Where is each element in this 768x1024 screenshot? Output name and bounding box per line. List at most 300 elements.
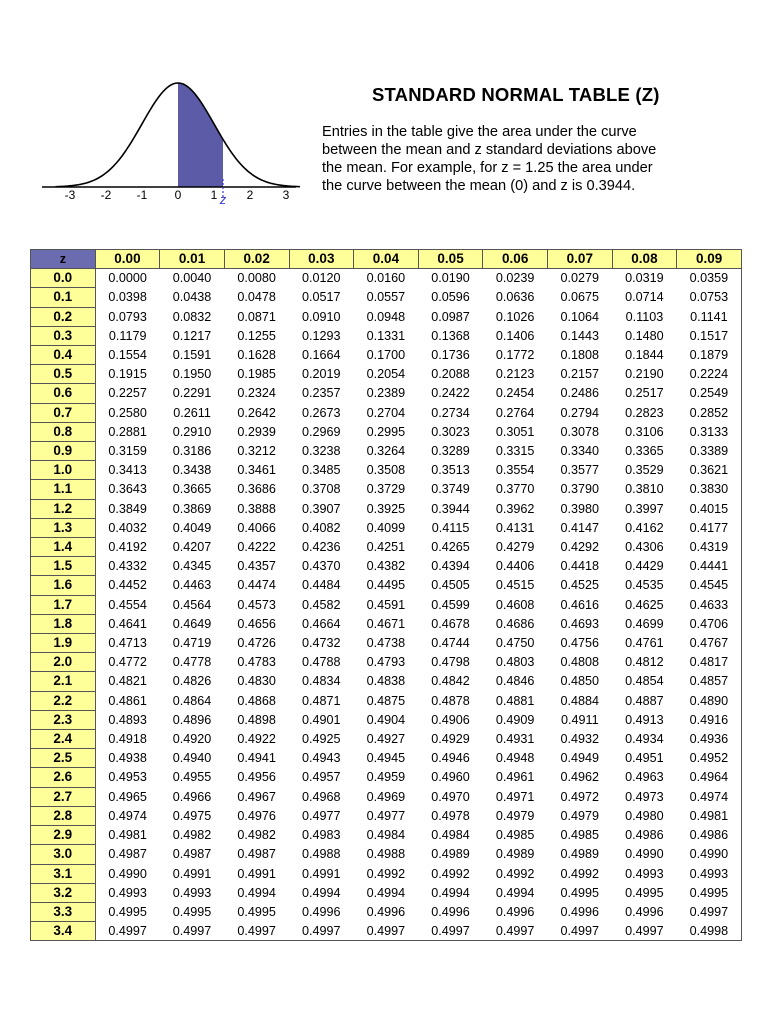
table-cell: 0.4986 (625, 828, 664, 843)
table-cell: 0.4978 (431, 808, 470, 823)
table-cell: 0.3133 (677, 422, 742, 441)
table-cell: 0.4995 (625, 885, 664, 900)
column-header: 0.01 (160, 250, 225, 269)
table-cell: 0.4997 (354, 922, 419, 941)
row-header: 3.3 (31, 902, 96, 921)
table-cell: 0.4382 (366, 559, 406, 574)
table-cell: 0.4761 (625, 636, 664, 651)
table-cell: 0.1103 (625, 309, 664, 324)
table-cell: 0.4938 (108, 751, 147, 766)
shaded-area (178, 83, 223, 187)
table-cell: 0.0871 (237, 309, 276, 324)
table-cell: 0.4599 (431, 597, 470, 612)
column-header: 0.05 (418, 250, 483, 269)
table-cell: 0.4147 (560, 520, 600, 535)
table-cell: 0.4995 (237, 904, 276, 919)
table-cell: 0.4236 (302, 540, 341, 555)
table-cell: 0.4985 (560, 828, 600, 843)
table-cell: 0.4970 (431, 789, 470, 804)
table-cell: 0.4931 (495, 732, 535, 747)
table-row (31, 710, 742, 729)
table-cell: 0.4981 (108, 828, 147, 843)
row-header: 0.7 (31, 403, 96, 422)
table-cell: 0.2190 (625, 367, 664, 382)
normal-curve-figure (38, 75, 300, 215)
table-cell: 0.3790 (560, 482, 600, 497)
table-cell: 0.3686 (237, 482, 276, 497)
table-cell: 0.4936 (677, 730, 742, 749)
table-cell: 0.4649 (172, 616, 212, 631)
table-cell: 0.3621 (677, 461, 742, 480)
table-cell: 0.4803 (495, 655, 535, 670)
table-cell: 0.4996 (431, 904, 470, 919)
row-header: 3.2 (31, 883, 96, 902)
table-cell: 0.4826 (172, 674, 212, 689)
table-row (31, 326, 742, 345)
row-header: 2.9 (31, 826, 96, 845)
column-header-row (31, 250, 742, 269)
table-cell: 0.4115 (431, 520, 470, 535)
table-cell: 0.4992 (560, 866, 600, 881)
table-cell: 0.4798 (431, 655, 470, 670)
table-row (31, 768, 742, 787)
table-cell: 0.4983 (302, 828, 341, 843)
table-cell: 0.0596 (431, 290, 470, 305)
table-cell: 0.4993 (108, 885, 147, 900)
table-cell: 0.4979 (560, 808, 600, 823)
table-cell: 0.4977 (302, 808, 341, 823)
row-header: 1.5 (31, 557, 96, 576)
table-cell: 0.4625 (625, 597, 664, 612)
table-cell: 0.4985 (495, 828, 535, 843)
row-header: 1.0 (31, 461, 96, 480)
table-cell: 0.4920 (172, 732, 212, 747)
table-cell: 0.4656 (237, 616, 276, 631)
table-row (31, 288, 742, 307)
table-cell: 0.4251 (366, 540, 406, 555)
table-cell: 0.3508 (366, 463, 406, 478)
table-cell: 0.0160 (366, 271, 406, 286)
table-cell: 0.4948 (495, 751, 535, 766)
table-cell: 0.4982 (172, 828, 212, 843)
table-cell: 0.3869 (172, 501, 212, 516)
table-cell: 0.4965 (108, 789, 147, 804)
table-cell: 0.3051 (495, 424, 535, 439)
row-header: 0.8 (31, 422, 96, 441)
table-cell: 0.4750 (495, 636, 535, 651)
column-header: 0.06 (483, 250, 548, 269)
row-header: 2.4 (31, 730, 96, 749)
row-header: 2.6 (31, 768, 96, 787)
row-header: 1.9 (31, 634, 96, 653)
table-cell: 0.3729 (366, 482, 406, 497)
row-header: 0.6 (31, 384, 96, 403)
table-cell: 0.1480 (625, 328, 664, 343)
table-cell: 0.4991 (302, 866, 341, 881)
row-header: 2.5 (31, 749, 96, 768)
table-cell: 0.2224 (677, 365, 742, 384)
table-cell: 0.1293 (302, 328, 341, 343)
description (322, 123, 742, 195)
table-cell: 0.3461 (237, 463, 276, 478)
table-cell: 0.4918 (108, 732, 147, 747)
table-cell: 0.4964 (677, 768, 742, 787)
table-row (31, 557, 742, 576)
table-row (31, 442, 742, 461)
table-cell: 0.4994 (366, 885, 406, 900)
table-cell: 0.3340 (560, 444, 600, 459)
table-row (31, 346, 742, 365)
column-header: 0.07 (548, 250, 613, 269)
table-cell: 0.3485 (302, 463, 341, 478)
table-cell: 0.3643 (108, 482, 147, 497)
table-cell: 0.4984 (366, 828, 406, 843)
table-cell: 0.4997 (612, 922, 677, 941)
table-cell: 0.3389 (677, 442, 742, 461)
bell-curve (56, 83, 300, 187)
table-cell: 0.4922 (237, 732, 276, 747)
table-cell: 0.4535 (625, 578, 664, 593)
table-cell: 0.4993 (625, 866, 664, 881)
table-cell: 0.1217 (172, 328, 212, 343)
row-header: 1.8 (31, 614, 96, 633)
table-cell: 0.3944 (431, 501, 470, 516)
table-cell: 0.1026 (495, 309, 535, 324)
column-header: 0.03 (289, 250, 354, 269)
table-cell: 0.4987 (172, 847, 212, 862)
table-cell: 0.4990 (625, 847, 664, 862)
table-cell: 0.0793 (108, 309, 147, 324)
table-cell: 0.4788 (302, 655, 341, 670)
table-cell: 0.4982 (237, 828, 276, 843)
table-cell: 0.2823 (625, 405, 664, 420)
table-row (31, 480, 742, 499)
row-header: 1.6 (31, 576, 96, 595)
table-row (31, 461, 742, 480)
table-cell: 0.4997 (95, 922, 160, 941)
table-cell: 0.4719 (172, 636, 212, 651)
z-marker-label: z (219, 192, 227, 207)
axis-tick-label: -2 (100, 188, 112, 202)
table-cell: 0.4554 (108, 597, 147, 612)
table-cell: 0.4890 (677, 691, 742, 710)
table-cell: 0.4987 (237, 847, 276, 862)
table-cell: 0.4864 (172, 693, 212, 708)
table-row (31, 365, 742, 384)
table-cell: 0.0120 (302, 271, 341, 286)
table-cell: 0.2054 (366, 367, 406, 382)
table-cell: 0.4474 (237, 578, 276, 593)
table-row (31, 883, 742, 902)
table-cell: 0.4989 (431, 847, 470, 862)
table-cell: 0.3365 (625, 444, 664, 459)
table-cell: 0.3749 (431, 482, 470, 497)
table-cell: 0.4082 (302, 520, 341, 535)
table-cell: 0.3438 (172, 463, 212, 478)
table-cell: 0.4699 (625, 616, 664, 631)
table-row (31, 826, 742, 845)
table-cell: 0.1772 (495, 348, 535, 363)
description-line: Entries in the table give the area under the curve (322, 124, 637, 140)
column-header: 0.00 (95, 250, 160, 269)
table-cell: 0.4641 (108, 616, 147, 631)
table-cell: 0.4678 (431, 616, 470, 631)
table-cell: 0.2019 (302, 367, 341, 382)
row-header: 3.4 (31, 922, 96, 941)
table-cell: 0.2088 (431, 367, 470, 382)
table-cell: 0.1443 (560, 328, 600, 343)
row-header: 3.0 (31, 845, 96, 864)
table-cell: 0.1985 (237, 367, 276, 382)
table-cell: 0.4953 (108, 770, 147, 785)
table-cell: 0.4988 (302, 847, 341, 862)
table-cell: 0.4952 (677, 749, 742, 768)
table-cell: 0.4989 (560, 847, 600, 862)
table-cell: 0.4861 (108, 693, 147, 708)
table-cell: 0.1591 (172, 348, 212, 363)
table-cell: 0.4279 (495, 540, 535, 555)
table-cell: 0.1736 (431, 348, 470, 363)
row-header: 3.1 (31, 864, 96, 883)
table-cell: 0.0359 (677, 269, 742, 288)
table-cell: 0.4812 (625, 655, 664, 670)
table-row (31, 922, 742, 941)
table-cell: 0.4986 (677, 826, 742, 845)
table-cell: 0.4996 (625, 904, 664, 919)
table-cell: 0.3078 (560, 424, 600, 439)
table-cell: 0.4793 (366, 655, 406, 670)
table-cell: 0.4989 (495, 847, 535, 862)
table-row (31, 595, 742, 614)
table-cell: 0.1064 (560, 309, 600, 324)
description-line: the mean. For example, for z = 1.25 the area under (322, 160, 653, 176)
table-cell: 0.4767 (677, 634, 742, 653)
table-row (31, 902, 742, 921)
table-cell: 0.3264 (366, 444, 406, 459)
table-cell: 0.4591 (366, 597, 406, 612)
table-cell: 0.2257 (108, 386, 147, 401)
column-header: 0.08 (612, 250, 677, 269)
table-row (31, 749, 742, 768)
table-cell: 0.4418 (560, 559, 600, 574)
table-cell: 0.3413 (108, 463, 147, 478)
table-cell: 0.4854 (625, 674, 664, 689)
table-cell: 0.4515 (495, 578, 535, 593)
table-cell: 0.4545 (677, 576, 742, 595)
row-header: 0.0 (31, 269, 96, 288)
table-cell: 0.4664 (302, 616, 341, 631)
table-row (31, 422, 742, 441)
table-cell: 0.4995 (560, 885, 600, 900)
table-cell: 0.4957 (302, 770, 341, 785)
description-line: between the mean and z standard deviations above (322, 142, 657, 158)
table-cell: 0.3577 (560, 463, 600, 478)
table-cell: 0.3554 (495, 463, 535, 478)
table-cell: 0.2734 (431, 405, 470, 420)
table-cell: 0.4857 (677, 672, 742, 691)
table-cell: 0.0987 (431, 309, 470, 324)
table-cell: 0.4992 (366, 866, 406, 881)
table-row (31, 269, 742, 288)
table-cell: 0.4960 (431, 770, 470, 785)
table-cell: 0.4693 (560, 616, 600, 631)
table-cell: 0.4971 (495, 789, 535, 804)
table-cell: 0.0714 (625, 290, 664, 305)
axis-tick-labels (65, 188, 290, 202)
table-row (31, 307, 742, 326)
table-cell: 0.4945 (366, 751, 406, 766)
table-cell: 0.4332 (108, 559, 147, 574)
table-cell: 0.4934 (625, 732, 664, 747)
table-row (31, 576, 742, 595)
table-cell: 0.4738 (366, 636, 406, 651)
table-cell: 0.4901 (302, 712, 341, 727)
table-cell: 0.0279 (560, 271, 600, 286)
table-cell: 0.2357 (302, 386, 341, 401)
table-row (31, 730, 742, 749)
table-row (31, 403, 742, 422)
row-header: 0.9 (31, 442, 96, 461)
table-cell: 0.3186 (172, 444, 212, 459)
table-cell: 0.4564 (172, 597, 212, 612)
table-cell: 0.3513 (431, 463, 470, 478)
table-cell: 0.4484 (302, 578, 341, 593)
row-header: 1.7 (31, 595, 96, 614)
table-cell: 0.4904 (366, 712, 406, 727)
table-cell: 0.4990 (108, 866, 147, 881)
table-row (31, 653, 742, 672)
table-cell: 0.4996 (302, 904, 341, 919)
table-cell: 0.0948 (366, 309, 406, 324)
table-cell: 0.4940 (172, 751, 212, 766)
table-cell: 0.3980 (560, 501, 600, 516)
table-cell: 0.4968 (302, 789, 341, 804)
table-cell: 0.4842 (431, 674, 470, 689)
table-cell: 0.3770 (495, 482, 535, 497)
table-cell: 0.4995 (172, 904, 212, 919)
table-cell: 0.4991 (172, 866, 212, 881)
table-cell: 0.4838 (366, 674, 406, 689)
table-row (31, 691, 742, 710)
table-cell: 0.4998 (677, 922, 742, 941)
table-cell: 0.4995 (677, 883, 742, 902)
table-cell: 0.4977 (366, 808, 406, 823)
corner-header: z (31, 250, 96, 269)
table-row (31, 787, 742, 806)
table-cell: 0.4875 (366, 693, 406, 708)
row-header: 2.7 (31, 787, 96, 806)
table-row (31, 518, 742, 537)
axis-tick-label: 3 (282, 188, 290, 202)
row-header: 0.2 (31, 307, 96, 326)
table-cell: 0.4608 (495, 597, 535, 612)
table-cell: 0.4997 (160, 922, 225, 941)
table-cell: 0.4906 (431, 712, 470, 727)
table-cell: 0.1628 (237, 348, 276, 363)
table-cell: 0.0557 (366, 290, 406, 305)
table-cell: 0.3849 (108, 501, 147, 516)
table-cell: 0.4976 (237, 808, 276, 823)
table-cell: 0.4821 (108, 674, 147, 689)
table-cell: 0.0239 (495, 271, 535, 286)
row-header: 0.4 (31, 346, 96, 365)
table-row (31, 538, 742, 557)
table-cell: 0.2852 (677, 403, 742, 422)
table-cell: 0.4911 (561, 712, 599, 727)
table-cell: 0.4941 (237, 751, 276, 766)
table-cell: 0.4834 (302, 674, 341, 689)
table-cell: 0.4525 (560, 578, 600, 593)
table-cell: 0.4306 (625, 540, 664, 555)
table-cell: 0.4995 (108, 904, 147, 919)
table-cell: 0.4979 (495, 808, 535, 823)
row-header: 1.2 (31, 499, 96, 518)
table-cell: 0.4991 (237, 866, 276, 881)
table-cell: 0.0398 (108, 290, 147, 305)
table-cell: 0.4932 (560, 732, 600, 747)
table-cell: 0.4993 (172, 885, 212, 900)
table-cell: 0.0478 (237, 290, 276, 305)
table-cell: 0.1844 (625, 348, 664, 363)
table-cell: 0.2291 (172, 386, 212, 401)
table-cell: 0.4319 (677, 538, 742, 557)
row-header: 2.8 (31, 806, 96, 825)
table-cell: 0.4927 (366, 732, 406, 747)
row-header: 2.3 (31, 710, 96, 729)
table-cell: 0.4032 (108, 520, 147, 535)
table-cell: 0.4916 (677, 710, 742, 729)
table-cell: 0.3962 (495, 501, 535, 516)
table-cell: 0.4846 (495, 674, 535, 689)
table-cell: 0.4992 (495, 866, 535, 881)
table-cell: 0.4956 (237, 770, 276, 785)
table-cell: 0.3159 (108, 444, 147, 459)
table-cell: 0.4997 (418, 922, 483, 941)
table-cell: 0.4222 (237, 540, 276, 555)
table-cell: 0.4988 (366, 847, 406, 862)
table-cell: 0.4871 (302, 693, 341, 708)
table-cell: 0.1808 (560, 348, 600, 363)
table-cell: 0.4582 (302, 597, 341, 612)
table-cell: 0.0517 (302, 290, 341, 305)
description-line: the curve between the mean (0) and z is 0.3944. (322, 178, 636, 194)
table-cell: 0.1141 (677, 307, 742, 326)
table-cell: 0.3212 (237, 444, 276, 459)
table-cell: 0.4987 (108, 847, 147, 862)
table-cell: 0.0040 (172, 271, 212, 286)
table-cell: 0.4992 (431, 866, 470, 881)
table-cell: 0.4893 (108, 712, 147, 727)
table-cell: 0.4975 (172, 808, 212, 823)
table-cell: 0.3289 (431, 444, 470, 459)
table-cell: 0.4997 (483, 922, 548, 941)
table-cell: 0.3315 (495, 444, 535, 459)
table-cell: 0.4671 (366, 616, 406, 631)
table-cell: 0.4616 (560, 597, 600, 612)
table-cell: 0.4959 (366, 770, 406, 785)
table-cell: 0.2673 (302, 405, 341, 420)
table-cell: 0.4633 (677, 595, 742, 614)
table-cell: 0.4974 (108, 808, 147, 823)
table-cell: 0.1331 (366, 328, 406, 343)
table-cell: 0.0080 (237, 271, 276, 286)
table-cell: 0.4162 (625, 520, 664, 535)
table-cell: 0.4898 (237, 712, 276, 727)
table-cell: 0.2123 (495, 367, 535, 382)
row-header: 1.4 (31, 538, 96, 557)
table-cell: 0.4946 (431, 751, 470, 766)
table-cell: 0.3708 (302, 482, 341, 497)
